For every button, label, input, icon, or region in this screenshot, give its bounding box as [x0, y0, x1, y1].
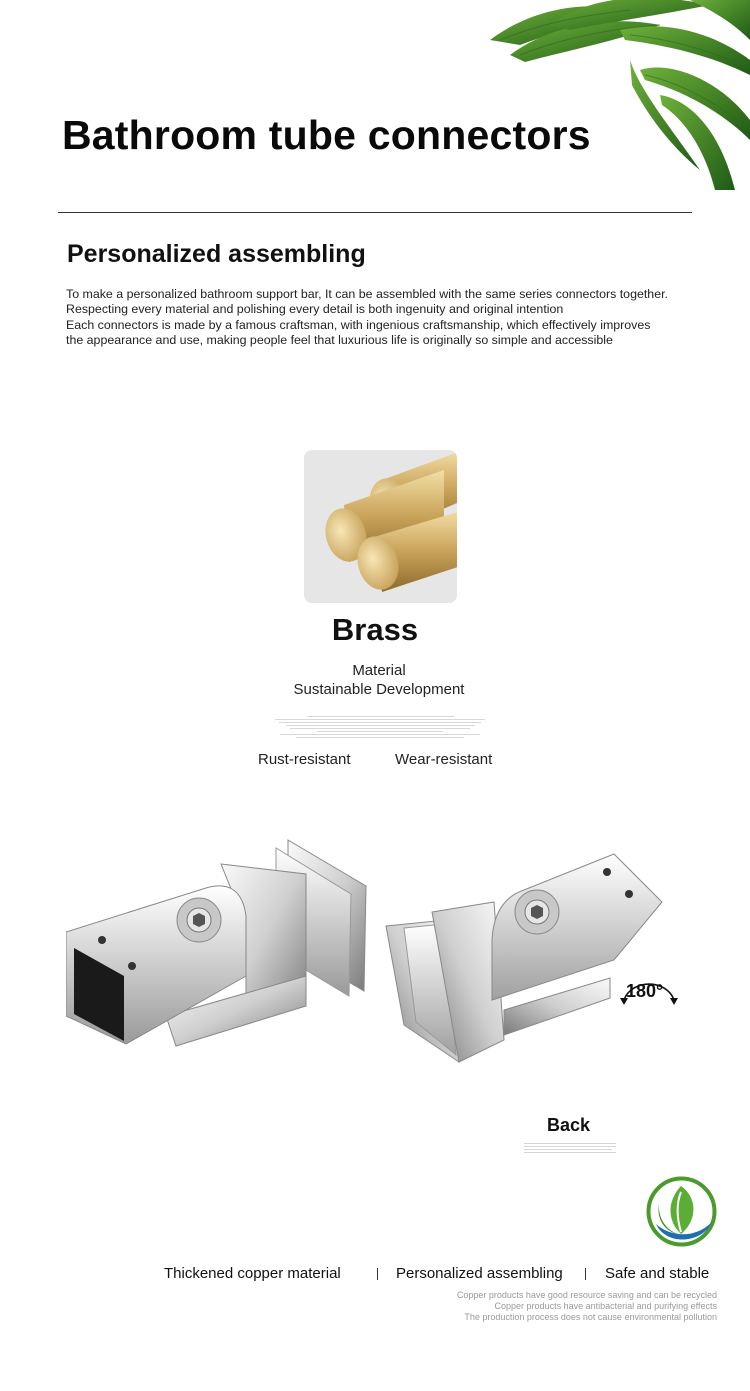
paragraph-line: Each connectors is made by a famous craftsman, with ingenious craftsmanship, which effectively improves: [66, 317, 651, 332]
section-subtitle: Personalized assembling: [67, 240, 366, 268]
connector-rotated-image: [384, 850, 666, 1068]
material-tagline: Sustainable Development: [293, 681, 465, 698]
paragraph-line: Respecting every material and polishing every detail is both ingenuity and original intention: [66, 302, 564, 317]
footnote-line: The production process does not cause environmental pollution: [464, 1312, 717, 1322]
faint-text-block: [275, 714, 485, 738]
feature-wear-resistant: Wear-resistant: [395, 751, 493, 768]
brass-rods-image: [304, 450, 457, 603]
palm-leaves-decoration: [490, 0, 750, 195]
paragraph-line: To make a personalized bathroom support bar, It can be assembled with the same series connectors together.: [66, 287, 668, 301]
intro-paragraph: [66, 287, 706, 349]
footnote-line: Copper products have antibacterial and purifying effects: [494, 1301, 717, 1311]
bottom-feature-safe-stable: Safe and stable: [605, 1265, 710, 1282]
material-name: Brass: [331, 612, 419, 647]
bottom-feature-personalized-assembling: Personalized assembling: [396, 1265, 563, 1282]
bottom-feature-thickened-copper: Thickened copper material: [164, 1265, 341, 1282]
eco-leaf-logo: [644, 1174, 719, 1249]
rotation-180-badge: [618, 972, 680, 1006]
feature-separator: [585, 1268, 586, 1280]
back-label: Back: [547, 1115, 591, 1135]
faint-back-text: [524, 1141, 616, 1153]
title-divider: [58, 212, 692, 213]
rotation-label: 180°: [626, 981, 664, 1001]
material-label: Material: [352, 662, 406, 679]
feature-rust-resistant: Rust-resistant: [258, 751, 351, 768]
page-title: Bathroom tube connectors: [62, 112, 591, 158]
footnote-line: Copper products have good resource saving and can be recycled: [456, 1290, 717, 1300]
feature-separator: [377, 1268, 378, 1280]
paragraph-line: the appearance and use, making people feel that luxurious life is originally so simple and accessible: [66, 333, 613, 348]
connector-front-image: [66, 836, 368, 1054]
